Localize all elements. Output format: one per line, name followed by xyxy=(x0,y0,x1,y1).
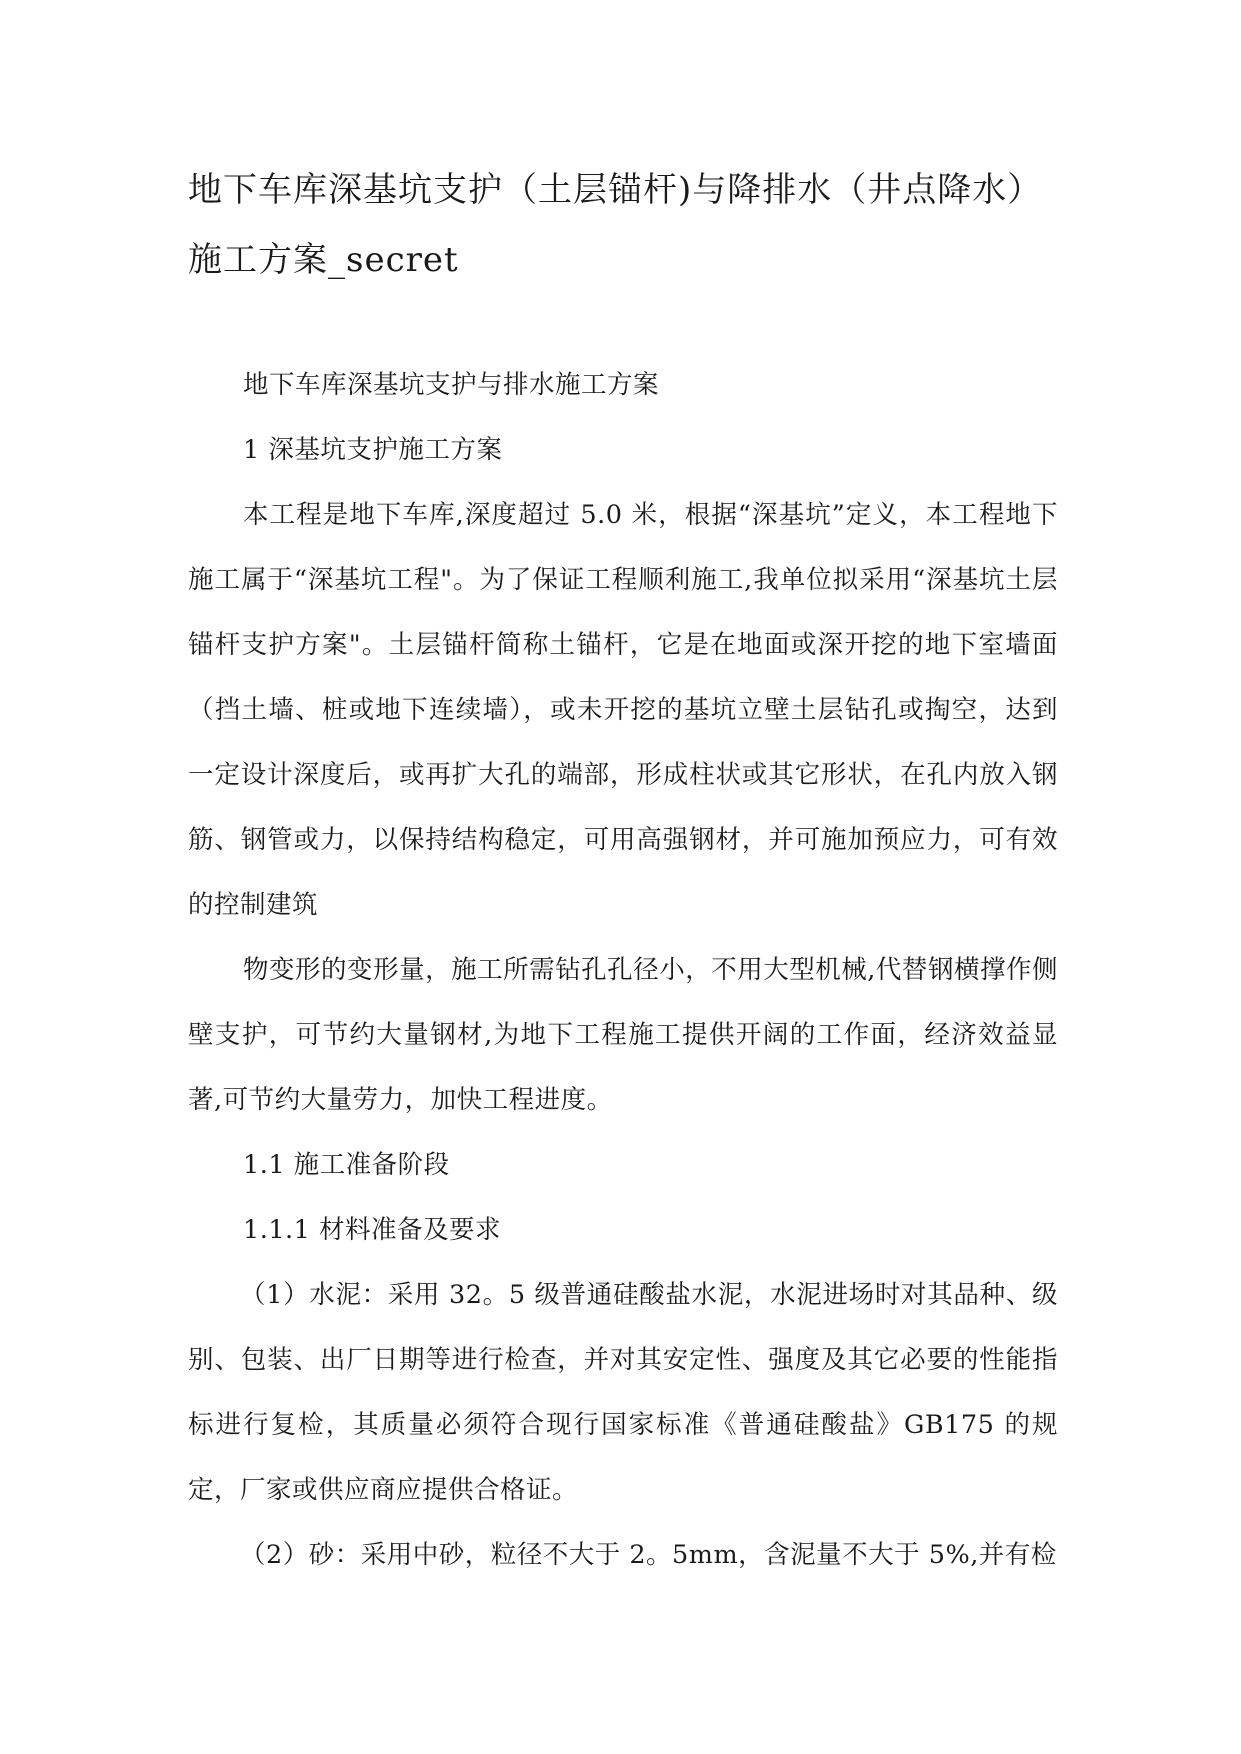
paragraph-intro: 本工程是地下车库,深度超过 5.0 米，根据“深基坑”定义，本工程地下施工属于“深基坑工程"。为了保证工程顺利施工,我单位拟采用“深基坑土层锚杆支护方案"。土层锚杆简称土锚杆，它是在地面或深开挖的地下室墙面（挡土墙、桩或地下连续墙），或未开挖的基坑立壁土层钻孔或掏空，达到一定设计深度后，或再扩大孔的端部，形成柱状或其它形状，在孔内放入钢筋、钢管或力，以保持结构稳定，可用高强钢材，并可施加预应力，可有效的控制建筑 xyxy=(188,500,1058,920)
paragraph-heading: 地下车库深基坑支护与排水施工方案 xyxy=(243,370,660,400)
section-heading-1: 1 深基坑支护施工方案 xyxy=(243,435,503,465)
paragraph-continued: 物变形的变形量，施工所需钻孔孔径小，不用大型机械,代替钢横撑作侧壁支护，可节约大量钢材,为地下工程施工提供开阔的工作面，经济效益显著,可节约大量劳力，加快工程进度。 xyxy=(188,955,1058,1115)
paragraph-sand: （2）砂：采用中砂，粒径不大于 2。5mm，含泥量不大于 5%,并有检 xyxy=(240,1540,1057,1570)
paragraph-cement: （1）水泥：采用 32。5 级普通硅酸盐水泥，水泥进场时对其品种、级别、包装、出厂日期等进行检查，并对其安定性、强度及其它必要的性能指标进行复检，其质量必须符合现行国家标准《普通硅酸盐》GB175 的规定，厂家或供应商应提供合格证。 xyxy=(188,1280,1058,1505)
document-title: 地下车库深基坑支护（土层锚杆)与降排水（井点降水）施工方案_secret xyxy=(188,170,1043,280)
section-heading-1-1: 1.1 施工准备阶段 xyxy=(243,1150,450,1180)
document-body xyxy=(188,353,1058,1588)
section-heading-1-1-1: 1.1.1 材料准备及要求 xyxy=(243,1215,501,1245)
